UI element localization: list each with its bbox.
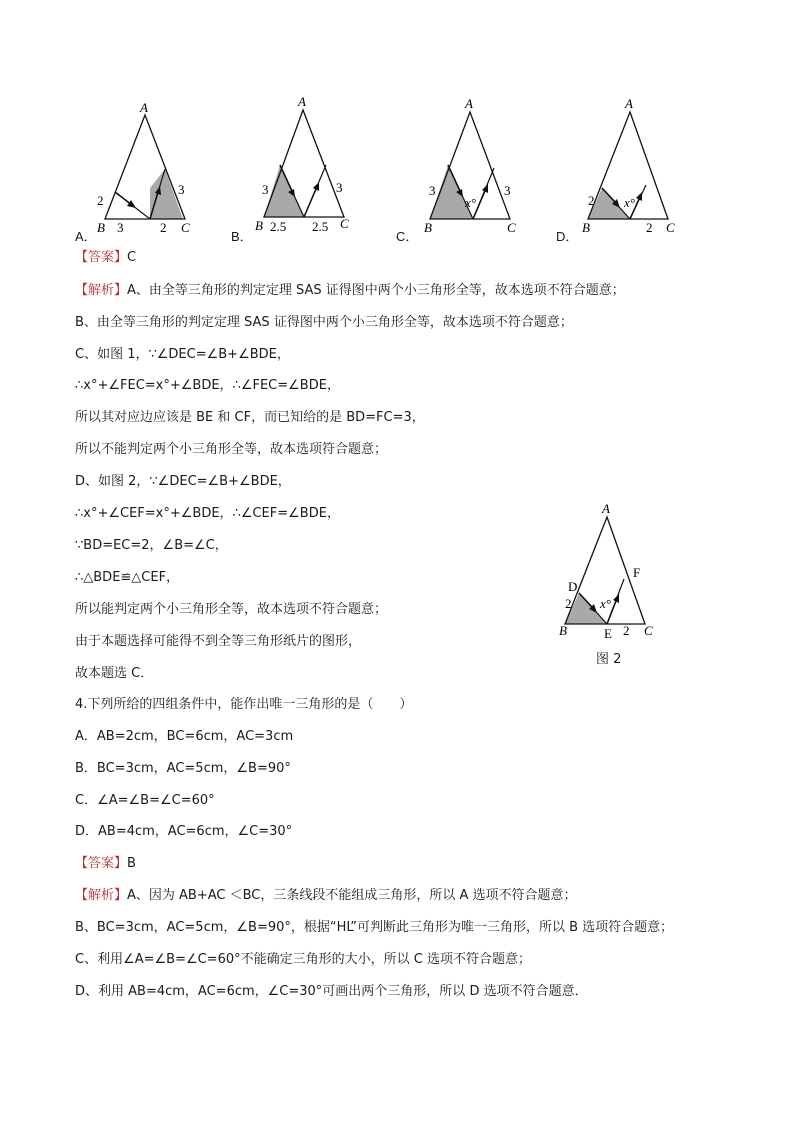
q4-option-c: C．∠A=∠B=∠C=60° (75, 793, 215, 808)
vertex-d-label: D (568, 579, 578, 594)
left-side-label: 3 (429, 183, 436, 198)
q4-option-b: B．BC=3cm，AC=5cm，∠B=90° (75, 761, 291, 776)
vertex-e-label: E (604, 626, 612, 641)
q3-analysis-line: 【解析】A、由全等三角形的判定定理 SAS 证得图中两个小三角形全等，故本选项不符合题意； (75, 283, 625, 298)
segment-dc-label: 2 (160, 220, 167, 235)
right-side-label: 3 (504, 183, 511, 198)
vertex-b-label: B (255, 218, 263, 233)
figure-option-a-letter: A． (75, 229, 97, 244)
figure-option-b (230, 95, 360, 244)
figure-2 (555, 500, 665, 649)
vertex-c-label: C (507, 220, 516, 235)
q4-analysis-line: C、利用∠A=∠B=∠C=60°不能确定三角形的大小，所以 C 选项不符合题意； (75, 952, 531, 967)
vertex-a-label: A (140, 100, 148, 115)
right-side-label: 3 (336, 180, 343, 195)
q4-answer (75, 855, 136, 873)
left-side-label: 2 (97, 193, 104, 208)
vertex-f-label: F (633, 565, 641, 580)
q4-option-a: A．AB=2cm，BC=6cm，AC=3cm (75, 729, 294, 744)
q3-analysis-line: ∴x°+∠CEF=x°+∠BDE，∴∠CEF=∠BDE， (75, 506, 340, 521)
q3-analysis-line: 故本题选 C． (75, 666, 154, 681)
q3-analysis-line: ∴△BDE≌△CEF， (75, 570, 180, 585)
q4-analysis-line: B、BC=3cm，AC=5cm，∠B=90°，根据“HL”可判断此三角形为唯一三角形，所以 B 选项符合题意； (75, 920, 674, 935)
figure-option-c (418, 95, 548, 244)
answer-tag: 【答案】 (75, 856, 128, 871)
q3-analysis-line: 所以能判定两个小三角形全等，故本选项不符合题意； (75, 602, 388, 617)
vertex-b-label: B (97, 220, 105, 235)
right-side-label: 3 (178, 182, 185, 197)
q3-analysis-line: ∵BD=EC=2，∠B=∠C， (75, 538, 228, 553)
q4-analysis-line: 【解析】A、因为 AB+AC ＜BC，三条线段不能组成三角形，所以 A 选项不符合题意； (75, 888, 577, 903)
segment-ec-label: 2 (623, 623, 630, 638)
figure-2-caption: 图 2 (596, 652, 622, 667)
figure-option-d-letter: D． (556, 229, 579, 244)
vertex-a-label: A (465, 96, 473, 111)
triangle-diagram-d (578, 95, 708, 240)
q3-analysis-line: D、如图 2，∵∠DEC=∠B+∠BDE， (75, 474, 291, 489)
q3-analysis-line: C、如图 1，∵∠DEC=∠B+∠BDE， (75, 347, 290, 362)
segment-bd-label: 2.5 (270, 219, 287, 234)
answer-value: B (127, 856, 136, 871)
angle-x-label: x° (624, 195, 635, 210)
segment-bd-label: 2 (565, 596, 572, 611)
figure-option-d (578, 95, 708, 244)
answer-tag: 【答案】 (75, 250, 128, 265)
q4-option-d: D．AB=4cm，AC=6cm，∠C=30° (75, 824, 293, 839)
vertex-b-label: B (582, 220, 590, 235)
vertex-b-label: B (559, 623, 567, 638)
figure-option-b-letter: B． (231, 229, 253, 244)
q3-answer (75, 249, 136, 267)
triangle-diagram-fig2 (555, 500, 665, 645)
figure-option-c-letter: C． (396, 229, 419, 244)
vertex-c-label: C (666, 220, 675, 235)
vertex-b-label: B (424, 220, 432, 235)
segment-ec-label: 2 (646, 220, 653, 235)
vertex-a-label: A (298, 94, 306, 109)
analysis-tag: 【解析】 (75, 283, 128, 298)
angle-x-label: x° (600, 596, 611, 611)
q3-analysis-line: 由于本题选择可能得不到全等三角形纸片的图形， (75, 634, 362, 649)
vertex-c-label: C (181, 220, 190, 235)
q3-analysis-line: 所以不能判定两个小三角形全等，故本选项符合题意； (75, 442, 388, 457)
vertex-c-label: C (340, 216, 349, 231)
q3-analysis-line: B、由全等三角形的判定定理 SAS 证得图中两个小三角形全等，故本选项不符合题意； (75, 315, 573, 330)
vertex-a-label: A (602, 501, 610, 516)
vertex-c-label: C (644, 623, 653, 638)
q3-analysis-line: 所以其对应边应该是 BE 和 CF，而已知给的是 BD=FC=3， (75, 410, 425, 425)
q3-analysis-line: ∴x°+∠FEC=x°+∠BDE，∴∠FEC=∠BDE， (75, 378, 340, 393)
q4-stem: 4.下列所给的四组条件中，能作出唯一三角形的是（ ） (75, 697, 413, 712)
triangle-diagram-b (230, 95, 360, 240)
vertex-a-label: A (625, 96, 633, 111)
figure-option-a (70, 95, 200, 244)
analysis-tag: 【解析】 (75, 888, 128, 903)
left-side-label: 2 (588, 193, 595, 208)
segment-bd-label: 3 (117, 220, 124, 235)
angle-x-label: x° (465, 195, 476, 210)
segment-dc-label: 2.5 (312, 219, 329, 234)
triangle-diagram-c (418, 95, 548, 240)
left-side-label: 3 (262, 182, 269, 197)
q4-analysis-line: D、利用 AB=4cm，AC=6cm，∠C=30°可画出两个三角形，所以 D 选项不符合题意． (75, 984, 588, 999)
triangle-diagram-a (70, 95, 200, 240)
answer-value: C (127, 250, 137, 265)
